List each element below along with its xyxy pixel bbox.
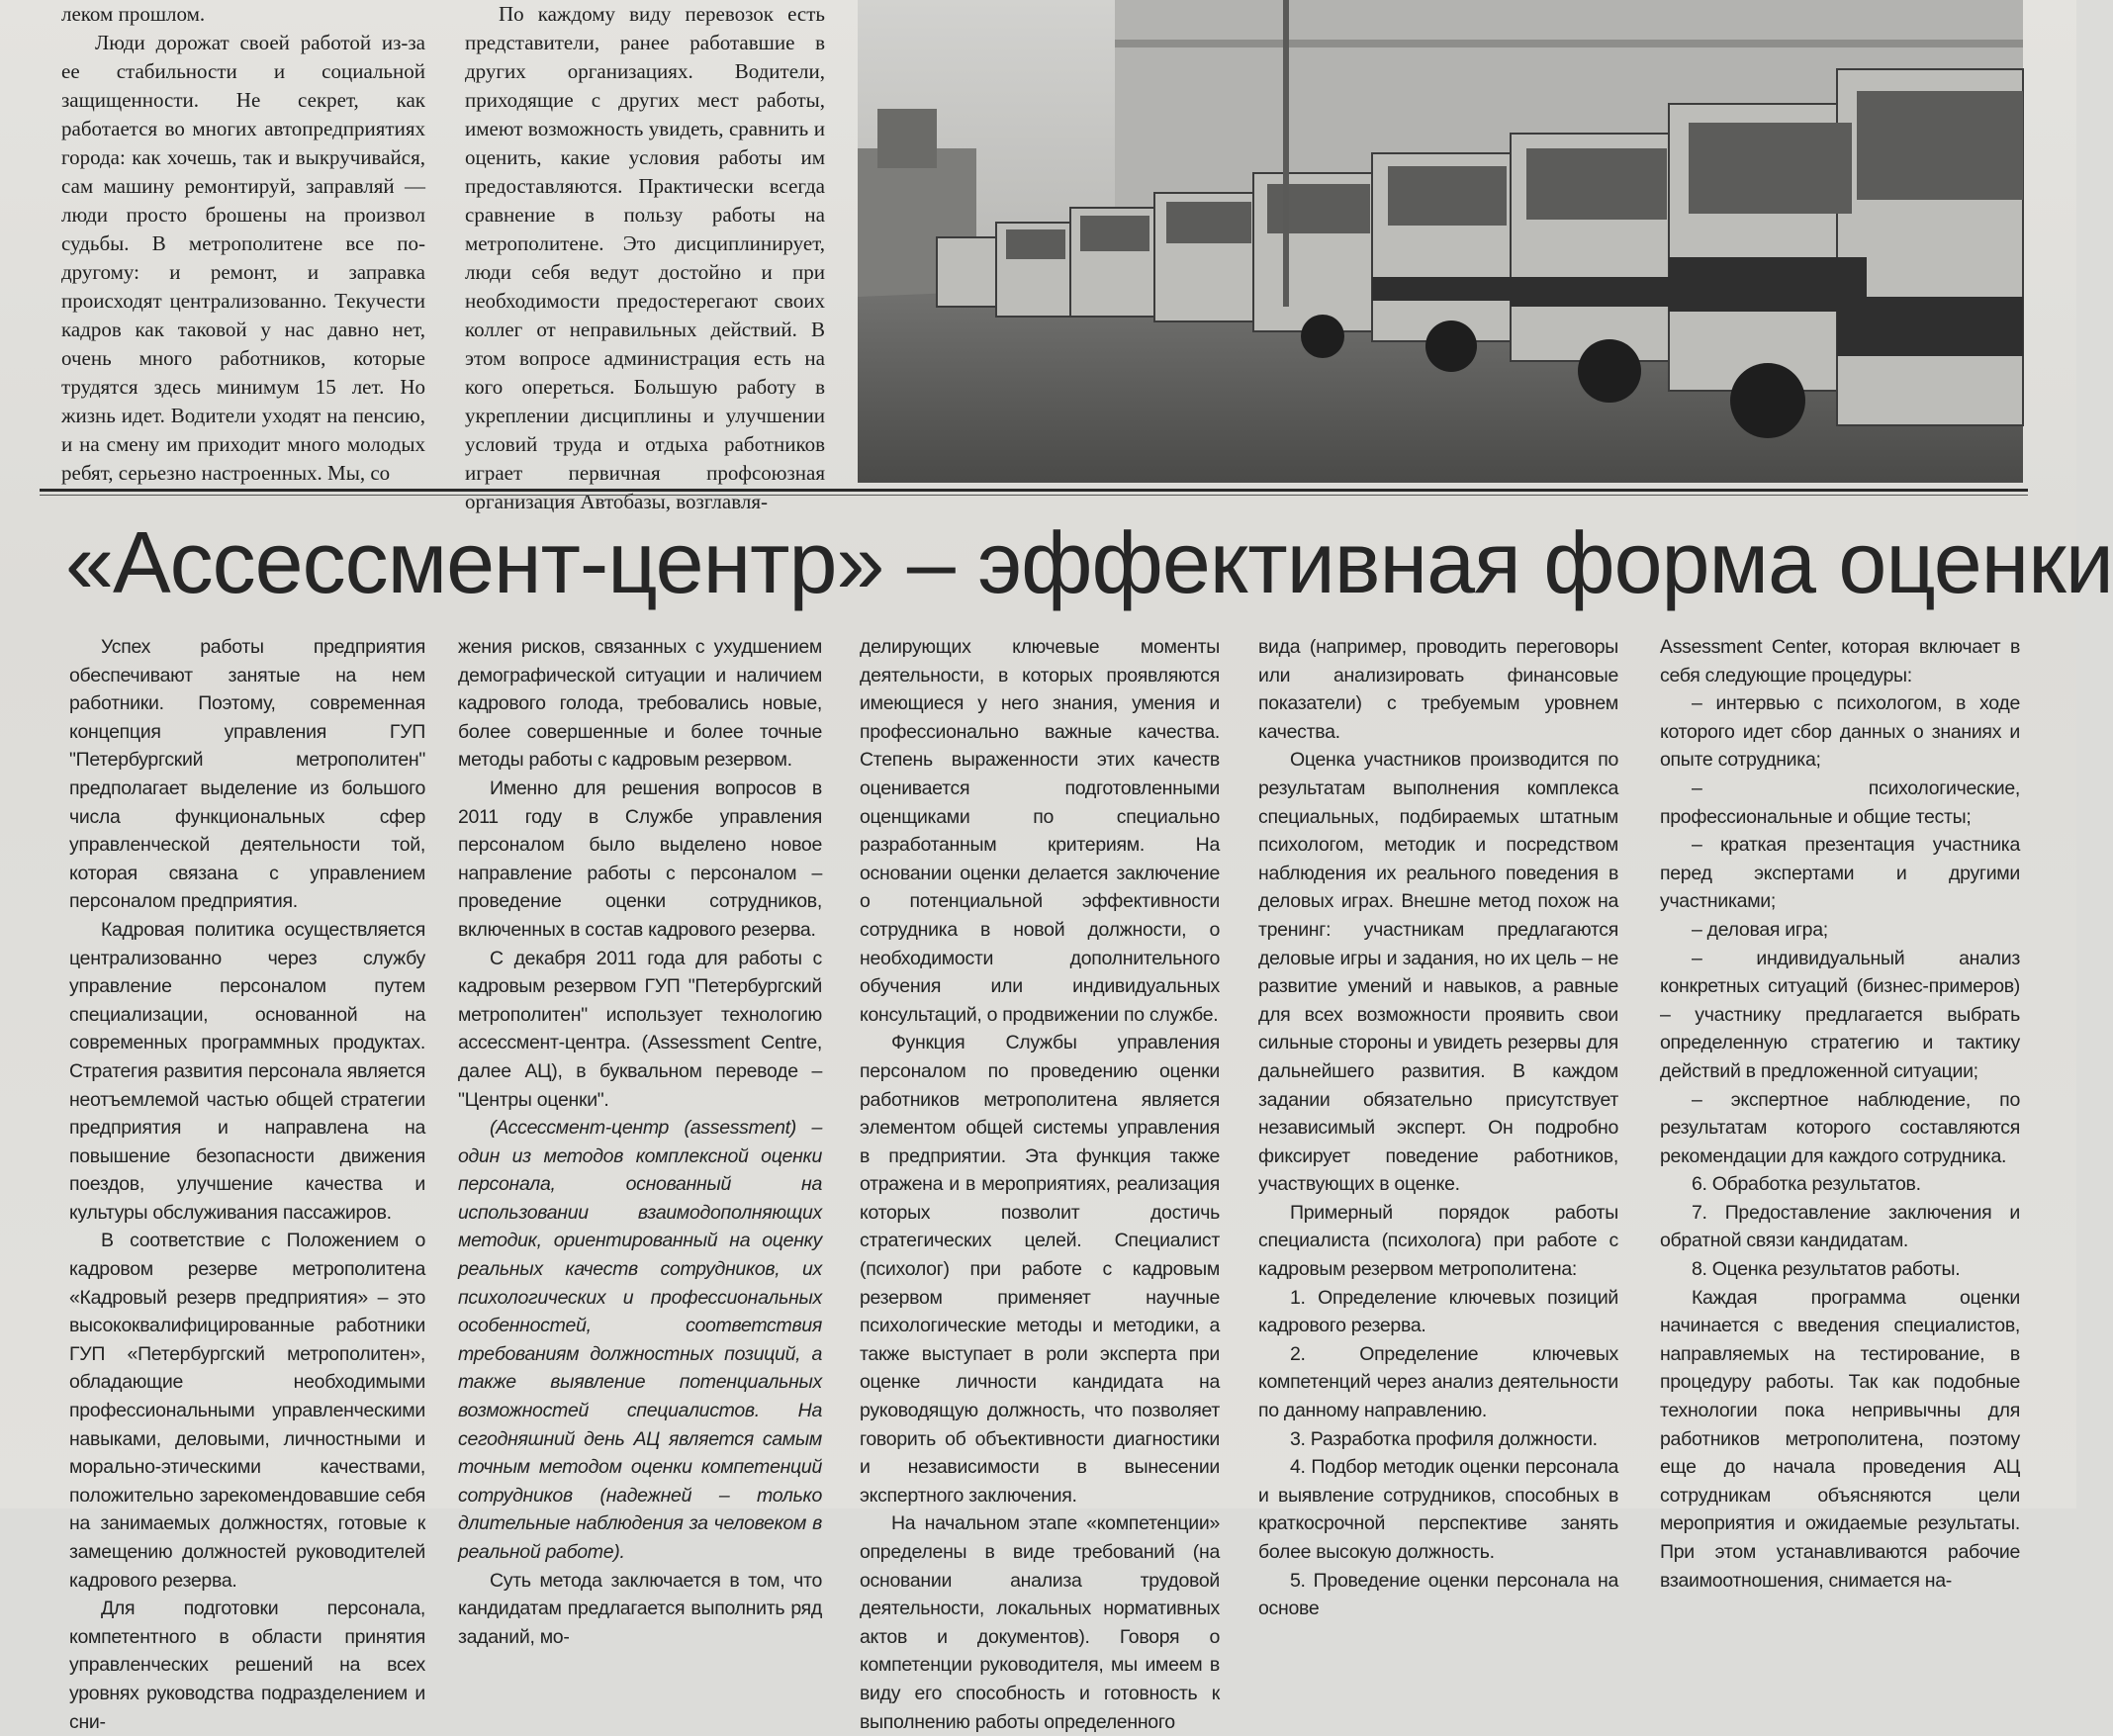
paragraph: На начальном этапе «компетенции» определены в виде требований (на основании анализа трудовой деятельности, локальных нормативных актов и документов). Говоря о компетенции руководителя, мы имеем в виду его способность и готовность к выполнению работы определенного xyxy=(860,1512,1220,1733)
paragraph: Функция Службы управления персоналом по проведению оценки работников метрополитена является элементом общей системы управления в предприятии. Эта функция также отражена и в мероприятиях, реализация которых позволит достичь стратегических целей. Специалист (психолог) при работе с кадровым резервом применяет научные психологические методы и методики, а также выступает в роли эксперта при оценке личности кандидата на руководящую должность, что позволяет говорить об объективности диагностики и независимости в вынесении экспертного заключения. xyxy=(860,1032,1220,1507)
section-rule xyxy=(40,489,2028,492)
paragraph: Люди дорожат своей работой из-за ее стабильности и социальной защищенности. Не секрет, как работается во многих автопредприятиях города: как хочешь, так и выкручивайся, сам машину ремонтируй, заправляй — люди просто брошены на произвол судьбы. В метрополитене все по-другому: и ремонт, и заправка происходят централизованно. Текучести кадров как таковой у нас давно нет, очень много работников, которые трудятся здесь минимум 15 лет. Но жизнь идет. Водители уходят на пенсию, и на смену им приходит много молодых ребят, серьезно настроенных. Мы, со xyxy=(61,31,425,485)
paragraph: жения рисков, связанных с ухудшением демографической ситуации и наличием кадрового голода, требовались новые, более совершенные и более точные методы работы с кадровым резервом. xyxy=(458,636,822,772)
paragraph: (Ассессмент-центр (assessment) – один из методов комплексной оценки персонала, основанный на использовании взаимодополняющих методик, ориентированный на оценку реальных качеств сотрудников, их психологических и профессиональных особенностей, соответствия требованиям должностных позиций, а также выявление потенциальных возможностей специалистов. На сегодняшний день АЦ является самым точным методом оценки компетенций сотрудников (надежней – только длительные наблюдения за человеком в реальной работе). xyxy=(458,1117,822,1563)
paragraph: С декабря 2011 года для работы с кадровым резервом ГУП "Петербургский метрополитен" использует технологию ассессмент-центра. (Assessment Centre, далее АЦ), в буквальном переводе – "Центры оценки". xyxy=(458,947,822,1111)
paragraph: Для подготовки персонала, компетентного в области принятия управленческих решений на всех уровнях руководства подразделением и сни- xyxy=(69,1598,425,1733)
paragraph: Суть метода заключается в том, что кандидатам предлагается выполнить ряд заданий, мо- xyxy=(458,1569,822,1648)
paragraph: В соответствие с Положением о кадровом резерве метрополитена «Кадровый резерв предприятия» – это высококвалифицированные работники ГУП «Петербургский метрополитен», обладающие необходимыми профессиональными управленческими навыками, деловыми, личностными и морально-этическими качествами, положительно зарекомендовавшие себя на занимаемых должностях, готовые к замещению должностей руководителей кадрового резерва. xyxy=(69,1230,425,1592)
paragraph: – индивидуальный анализ конкретных ситуаций (бизнес-примеров) – участнику предлагается выбрать определенную стратегию и тактику действий в предложенной ситуации; xyxy=(1660,947,2020,1082)
article-column-1 xyxy=(69,633,425,1733)
paragraph: 7. Предоставление заключения и обратной связи кандидатам. xyxy=(1660,1201,2020,1252)
article-column-3 xyxy=(860,633,1220,1733)
article-column-5 xyxy=(1660,633,2020,1592)
paragraph: Успех работы предприятия обеспечивают занятые на нем работники. Поэтому, современная концепция управления ГУП "Петербургский метрополитен" предполагает выделение из большого числа функциональных сфер управленческой деятельности той, которая связана с управлением персоналом предприятия. xyxy=(69,636,425,913)
paragraph: Кадровая политика осуществляется централизованно через службу управление персоналом путем специализации, основанной на современных программных продуктах. Стратегия развития персонала является неотъемлемой частью общей стратегии предприятия и направлена на повышение безопасности движения поездов, улучшение качества и культуры обслуживания пассажиров. xyxy=(69,918,425,1224)
paragraph: 5. Проведение оценки персонала на основе xyxy=(1258,1569,1618,1620)
paragraph: вида (например, проводить переговоры или анализировать финансовые показатели) с требуемым уровнем качества. xyxy=(1258,636,1618,743)
paragraph: – интервью с психологом, в ходе которого идет сбор данных о знаниях и опыте сотрудника; xyxy=(1660,692,2020,772)
section-rule-thin xyxy=(40,495,2028,496)
paragraph: – психологические, профессиональные и общие тесты; xyxy=(1660,777,2020,828)
paragraph: 6. Обработка результатов. xyxy=(1692,1173,1921,1196)
article-column-4 xyxy=(1258,633,1618,1620)
top-article-column-1 xyxy=(61,0,425,488)
paragraph: леком прошлом. xyxy=(61,2,206,26)
paragraph: – экспертное наблюдение, по результатам которого составляются рекомендации для каждого сотрудника. xyxy=(1660,1088,2020,1167)
trucks-photo-icon xyxy=(858,0,2023,483)
paragraph: 8. Оценка результатов работы. xyxy=(1692,1258,1961,1281)
paragraph: Именно для решения вопросов в 2011 году в Службе управления персоналом было выделено новое направление работы с персоналом – проведение оценки сотрудников, включенных в состав кадрового резерва. xyxy=(458,777,822,941)
paragraph: Каждая программа оценки начинается с введения специалистов, направляемых на тестирование, в процедуру работы. Так как подобные технологии пока непривычны для работников метрополитена, поэтому еще до начала проведения АЦ сотрудникам объясняются цели мероприятия и ожидаемые результаты. При этом устанавливаются рабочие взаимоотношения, снимается на- xyxy=(1660,1286,2020,1592)
trucks-photo xyxy=(858,0,2023,483)
paragraph: 4. Подбор методик оценки персонала и выявление сотрудников, способных в краткосрочной перспективе занять более высокую должность. xyxy=(1258,1456,1618,1563)
paragraph: 3. Разработка профиля должности. xyxy=(1290,1427,1598,1450)
paragraph: По каждому виду перевозок есть представители, ранее работавшие в других организациях. Водители, приходящие с других мест работы, имеют возможность увидеть, сравнить и оценить, какие условия работы им предоставляются. Практически всегда сравнение в пользу работы на метрополитене. Это дисциплинирует, люди себя ведут достойно и при необходимости предостерегают своих коллег от неправильных действий. В этом вопросе администрация есть на кого опереться. Большую работу в укреплении дисциплины и улучшении условий труда и отдыха работников играет первичная профсоюзная организация Автобазы, возглавля- xyxy=(465,2,825,513)
paragraph: Оценка участников производится по результатам выполнения комплекса специальных, подбираемых штатным психологом, методик и посредством наблюдения их реального поведения в деловых играх. Внешне метод похож на тренинг: участникам предлагаются деловые игры и задания, но их цель – не развитие умений и навыков, а равные для всех возможности проявить свои сильные стороны и увидеть резервы для дальнейшего развития. В каждом задании обязательно присутствует независимый эксперт. Он подробно фиксирует поведение работников, участвующих в оценке. xyxy=(1258,749,1618,1196)
top-article-column-2 xyxy=(465,0,825,516)
paragraph: Assessment Center, которая включает в себя следующие процедуры: xyxy=(1660,636,2020,686)
paragraph: 1. Определение ключевых позиций кадрового резерва. xyxy=(1258,1286,1618,1337)
article-headline: «Ассессмент-центр» – эффективная форма оценки xyxy=(65,513,2113,611)
paragraph: – краткая презентация участника перед экспертами и другими участниками; xyxy=(1660,834,2020,913)
paragraph: – деловая игра; xyxy=(1692,918,1828,941)
article-column-2 xyxy=(458,633,822,1648)
paragraph: 2. Определение ключевых компетенций через анализ деятельности по данному направлению. xyxy=(1258,1342,1618,1422)
paragraph: Примерный порядок работы специалиста (психолога) при работе с кадровым резервом метрополитена: xyxy=(1258,1201,1618,1281)
paragraph: делирующих ключевые моменты деятельности, в которых проявляются имеющиеся у него знания, умения и профессионально важные качества. Степень выраженности этих качеств оценивается подготовленными оценщиками по специально разработанным критериям. На основании оценки делается заключение о потенциальной эффективности сотрудника в новой должности, о необходимости дополнительного обучения или индивидуальных консультаций, о продвижении по службе. xyxy=(860,636,1220,1026)
